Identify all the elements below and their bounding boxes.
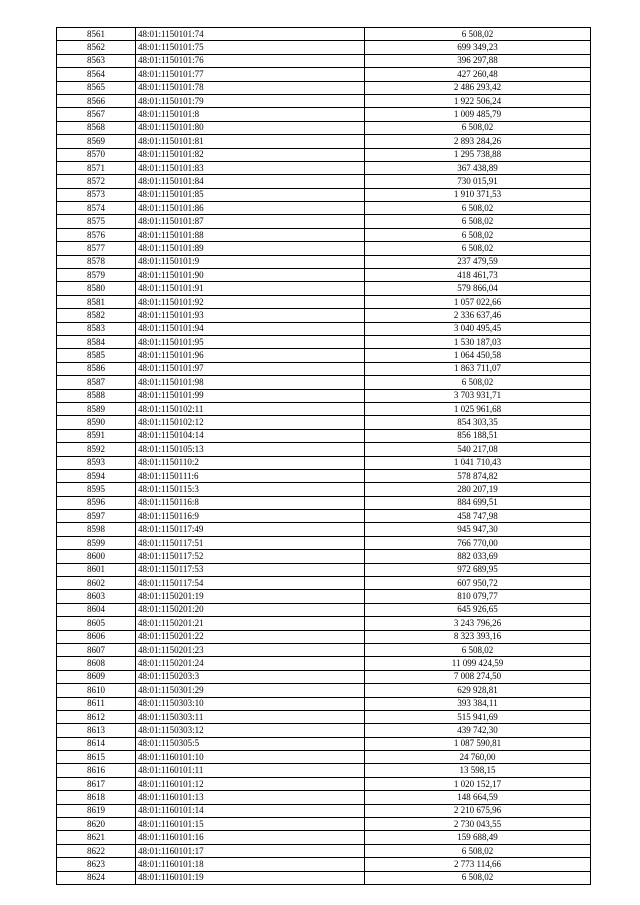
row-number-cell: 8566 (57, 94, 136, 107)
table-row (57, 710, 591, 723)
value-cell: 2 336 637,46 (365, 309, 591, 322)
row-number-cell: 8624 (57, 871, 136, 884)
table-row (57, 335, 591, 348)
row-number-cell: 8600 (57, 550, 136, 563)
table-row (57, 751, 591, 764)
cadastral-number-cell: 48:01:1150117:54 (136, 577, 365, 590)
row-number-cell: 8590 (57, 416, 136, 429)
table-row (57, 161, 591, 174)
table-row (57, 550, 591, 563)
row-number-cell: 8601 (57, 563, 136, 576)
table-row (57, 402, 591, 415)
table-row (57, 228, 591, 241)
cadastral-number-cell: 48:01:1150101:83 (136, 161, 365, 174)
row-number-cell: 8563 (57, 54, 136, 67)
value-cell: 1 009 485,79 (365, 108, 591, 121)
row-number-cell: 8620 (57, 818, 136, 831)
value-cell: 13 598,15 (365, 764, 591, 777)
row-number-cell: 8579 (57, 269, 136, 282)
row-number-cell: 8598 (57, 523, 136, 536)
cadastral-number-cell: 48:01:1160101:16 (136, 831, 365, 844)
cadastral-number-cell: 48:01:1160101:19 (136, 871, 365, 884)
cadastral-number-cell: 48:01:1150301:29 (136, 684, 365, 697)
row-number-cell: 8616 (57, 764, 136, 777)
value-cell: 6 508,02 (365, 215, 591, 228)
cadastral-number-cell: 48:01:1150117:49 (136, 523, 365, 536)
row-number-cell: 8596 (57, 496, 136, 509)
row-number-cell: 8612 (57, 710, 136, 723)
cadastral-number-cell: 48:01:1150101:92 (136, 295, 365, 308)
row-number-cell: 8586 (57, 362, 136, 375)
value-cell: 730 015,91 (365, 175, 591, 188)
value-cell: 6 508,02 (365, 28, 591, 41)
cadastral-number-cell: 48:01:1150101:91 (136, 282, 365, 295)
table-row (57, 603, 591, 616)
row-number-cell: 8608 (57, 657, 136, 670)
row-number-cell: 8589 (57, 402, 136, 415)
cadastral-number-cell: 48:01:1150101:96 (136, 349, 365, 362)
cadastral-number-cell: 48:01:1150101:74 (136, 28, 365, 41)
table-row (57, 844, 591, 857)
value-cell: 237 479,59 (365, 255, 591, 268)
table-row (57, 41, 591, 54)
cadastral-number-cell: 48:01:1150101:97 (136, 362, 365, 375)
row-number-cell: 8585 (57, 349, 136, 362)
table-row (57, 456, 591, 469)
table-row (57, 416, 591, 429)
value-cell: 945 947,30 (365, 523, 591, 536)
table-row (57, 94, 591, 107)
table-row (57, 697, 591, 710)
row-number-cell: 8581 (57, 295, 136, 308)
value-cell: 578 874,82 (365, 469, 591, 482)
row-number-cell: 8618 (57, 791, 136, 804)
table-row (57, 54, 591, 67)
cadastral-number-cell: 48:01:1150101:76 (136, 54, 365, 67)
cadastral-number-cell: 48:01:1150101:78 (136, 81, 365, 94)
cadastral-number-cell: 48:01:1150102:11 (136, 402, 365, 415)
cadastral-number-cell: 48:01:1150101:79 (136, 94, 365, 107)
table-row (57, 295, 591, 308)
value-cell: 2 773 114,66 (365, 858, 591, 871)
table-row (57, 108, 591, 121)
value-cell: 1 863 711,07 (365, 362, 591, 375)
cadastral-number-cell: 48:01:1150111:6 (136, 469, 365, 482)
value-cell: 766 770,00 (365, 536, 591, 549)
cadastral-number-cell: 48:01:1150101:88 (136, 228, 365, 241)
cadastral-number-cell: 48:01:1150101:93 (136, 309, 365, 322)
value-cell: 6 508,02 (365, 871, 591, 884)
value-cell: 6 508,02 (365, 202, 591, 215)
cadastral-number-cell: 48:01:1160101:15 (136, 818, 365, 831)
row-number-cell: 8562 (57, 41, 136, 54)
row-number-cell: 8584 (57, 335, 136, 348)
row-number-cell: 8572 (57, 175, 136, 188)
value-cell: 579 866,04 (365, 282, 591, 295)
value-cell: 1 064 450,58 (365, 349, 591, 362)
cadastral-number-cell: 48:01:1150102:12 (136, 416, 365, 429)
row-number-cell: 8592 (57, 443, 136, 456)
cadastral-number-cell: 48:01:1150101:84 (136, 175, 365, 188)
cadastral-number-cell: 48:01:1150105:13 (136, 443, 365, 456)
table-row (57, 81, 591, 94)
cadastral-number-cell: 48:01:1160101:17 (136, 844, 365, 857)
value-cell: 6 508,02 (365, 643, 591, 656)
row-number-cell: 8573 (57, 188, 136, 201)
table-row (57, 269, 591, 282)
row-number-cell: 8595 (57, 483, 136, 496)
value-cell: 6 508,02 (365, 844, 591, 857)
row-number-cell: 8611 (57, 697, 136, 710)
value-cell: 6 508,02 (365, 376, 591, 389)
row-number-cell: 8564 (57, 68, 136, 81)
cadastral-number-cell: 48:01:1150101:80 (136, 121, 365, 134)
cadastral-number-cell: 48:01:1150101:99 (136, 389, 365, 402)
value-cell: 6 508,02 (365, 228, 591, 241)
value-cell: 884 699,51 (365, 496, 591, 509)
row-number-cell: 8597 (57, 510, 136, 523)
row-number-cell: 8610 (57, 684, 136, 697)
table-row (57, 684, 591, 697)
table-row (57, 202, 591, 215)
value-cell: 540 217,08 (365, 443, 591, 456)
row-number-cell: 8561 (57, 28, 136, 41)
table-row (57, 282, 591, 295)
row-number-cell: 8575 (57, 215, 136, 228)
row-number-cell: 8591 (57, 429, 136, 442)
value-cell: 458 747,98 (365, 510, 591, 523)
value-cell: 427 260,48 (365, 68, 591, 81)
table-row (57, 643, 591, 656)
row-number-cell: 8578 (57, 255, 136, 268)
value-cell: 2 730 043,55 (365, 818, 591, 831)
table-row (57, 764, 591, 777)
row-number-cell: 8607 (57, 643, 136, 656)
table-row (57, 737, 591, 750)
table-row (57, 429, 591, 442)
row-number-cell: 8606 (57, 630, 136, 643)
cadastral-number-cell: 48:01:1150101:90 (136, 269, 365, 282)
row-number-cell: 8593 (57, 456, 136, 469)
row-number-cell: 8571 (57, 161, 136, 174)
table-row (57, 349, 591, 362)
cadastral-number-cell: 48:01:1160101:10 (136, 751, 365, 764)
row-number-cell: 8615 (57, 751, 136, 764)
row-number-cell: 8617 (57, 777, 136, 790)
cadastral-number-cell: 48:01:1150201:23 (136, 643, 365, 656)
cadastral-number-cell: 48:01:1150303:12 (136, 724, 365, 737)
value-cell: 854 303,35 (365, 416, 591, 429)
table-row (57, 670, 591, 683)
value-cell: 972 689,95 (365, 563, 591, 576)
value-cell: 3 040 495,45 (365, 322, 591, 335)
table-row (57, 804, 591, 817)
cadastral-number-cell: 48:01:1160101:13 (136, 791, 365, 804)
cadastral-number-cell: 48:01:1150115:3 (136, 483, 365, 496)
row-number-cell: 8580 (57, 282, 136, 295)
table-body (57, 28, 591, 885)
value-cell: 367 438,89 (365, 161, 591, 174)
value-cell: 280 207,19 (365, 483, 591, 496)
table-row (57, 242, 591, 255)
row-number-cell: 8577 (57, 242, 136, 255)
row-number-cell: 8605 (57, 617, 136, 630)
table-row (57, 617, 591, 630)
row-number-cell: 8587 (57, 376, 136, 389)
row-number-cell: 8604 (57, 603, 136, 616)
table-row (57, 577, 591, 590)
value-cell: 7 008 274,50 (365, 670, 591, 683)
table-row (57, 175, 591, 188)
value-cell: 148 664,59 (365, 791, 591, 804)
table-row (57, 791, 591, 804)
cadastral-number-cell: 48:01:1160101:12 (136, 777, 365, 790)
row-number-cell: 8583 (57, 322, 136, 335)
value-cell: 3 703 931,71 (365, 389, 591, 402)
table-row (57, 322, 591, 335)
value-cell: 1 041 710,43 (365, 456, 591, 469)
row-number-cell: 8602 (57, 577, 136, 590)
row-number-cell: 8570 (57, 148, 136, 161)
value-cell: 699 349,23 (365, 41, 591, 54)
cadastral-number-cell: 48:01:1150101:85 (136, 188, 365, 201)
table-row (57, 389, 591, 402)
value-cell: 8 323 393,16 (365, 630, 591, 643)
table-row (57, 362, 591, 375)
cadastral-number-cell: 48:01:1150201:20 (136, 603, 365, 616)
cadastral-number-cell: 48:01:1150101:75 (136, 41, 365, 54)
row-number-cell: 8565 (57, 81, 136, 94)
value-cell: 645 926,65 (365, 603, 591, 616)
cadastral-number-cell: 48:01:1150101:89 (136, 242, 365, 255)
cadastral-number-cell: 48:01:1150117:51 (136, 536, 365, 549)
value-cell: 393 384,11 (365, 697, 591, 710)
table-row (57, 777, 591, 790)
row-number-cell: 8582 (57, 309, 136, 322)
table-row (57, 831, 591, 844)
value-cell: 159 688,49 (365, 831, 591, 844)
table-row (57, 563, 591, 576)
row-number-cell: 8614 (57, 737, 136, 750)
value-cell: 810 079,77 (365, 590, 591, 603)
row-number-cell: 8622 (57, 844, 136, 857)
value-cell: 11 099 424,59 (365, 657, 591, 670)
cadastral-number-cell: 48:01:1150101:8 (136, 108, 365, 121)
cadastral-number-cell: 48:01:1150101:82 (136, 148, 365, 161)
value-cell: 2 486 293,42 (365, 81, 591, 94)
cadastral-number-cell: 48:01:1150201:21 (136, 617, 365, 630)
value-cell: 1 020 152,17 (365, 777, 591, 790)
table-row (57, 483, 591, 496)
table-row (57, 523, 591, 536)
value-cell: 396 297,88 (365, 54, 591, 67)
row-number-cell: 8613 (57, 724, 136, 737)
value-cell: 607 950,72 (365, 577, 591, 590)
value-cell: 629 928,81 (365, 684, 591, 697)
table-row (57, 724, 591, 737)
table-row (57, 255, 591, 268)
cadastral-number-cell: 48:01:1150101:9 (136, 255, 365, 268)
cadastral-number-cell: 48:01:1150203:3 (136, 670, 365, 683)
value-cell: 882 033,69 (365, 550, 591, 563)
table-row (57, 871, 591, 884)
table-row (57, 148, 591, 161)
row-number-cell: 8623 (57, 858, 136, 871)
table-row (57, 135, 591, 148)
row-number-cell: 8567 (57, 108, 136, 121)
table-row (57, 309, 591, 322)
value-cell: 418 461,73 (365, 269, 591, 282)
value-cell: 515 941,69 (365, 710, 591, 723)
row-number-cell: 8621 (57, 831, 136, 844)
row-number-cell: 8619 (57, 804, 136, 817)
table-row (57, 443, 591, 456)
cadastral-number-cell: 48:01:1160101:18 (136, 858, 365, 871)
row-number-cell: 8588 (57, 389, 136, 402)
cadastral-number-cell: 48:01:1150110:2 (136, 456, 365, 469)
value-cell: 1 910 371,53 (365, 188, 591, 201)
value-cell: 6 508,02 (365, 242, 591, 255)
cadastral-number-cell: 48:01:1150101:95 (136, 335, 365, 348)
cadastral-number-cell: 48:01:1150116:9 (136, 510, 365, 523)
value-cell: 1 057 022,66 (365, 295, 591, 308)
cadastral-number-cell: 48:01:1150303:11 (136, 710, 365, 723)
row-number-cell: 8594 (57, 469, 136, 482)
value-cell: 1 922 506,24 (365, 94, 591, 107)
cadastral-number-cell: 48:01:1150101:77 (136, 68, 365, 81)
cadastral-number-cell: 48:01:1150104:14 (136, 429, 365, 442)
row-number-cell: 8568 (57, 121, 136, 134)
table-row (57, 590, 591, 603)
value-cell: 3 243 796,26 (365, 617, 591, 630)
row-number-cell: 8574 (57, 202, 136, 215)
cadastral-number-cell: 48:01:1150201:24 (136, 657, 365, 670)
table-row (57, 536, 591, 549)
table-row (57, 376, 591, 389)
cadastral-number-cell: 48:01:1150117:53 (136, 563, 365, 576)
cadastral-value-table (56, 27, 591, 885)
cadastral-number-cell: 48:01:1150201:19 (136, 590, 365, 603)
table-row (57, 818, 591, 831)
table-row (57, 121, 591, 134)
value-cell: 24 760,00 (365, 751, 591, 764)
row-number-cell: 8609 (57, 670, 136, 683)
value-cell: 2 210 675,96 (365, 804, 591, 817)
cadastral-number-cell: 48:01:1150305:5 (136, 737, 365, 750)
document-page (56, 27, 591, 885)
value-cell: 1 087 590,81 (365, 737, 591, 750)
cadastral-number-cell: 48:01:1150101:86 (136, 202, 365, 215)
row-number-cell: 8569 (57, 135, 136, 148)
table-row (57, 188, 591, 201)
cadastral-number-cell: 48:01:1160101:14 (136, 804, 365, 817)
cadastral-number-cell: 48:01:1150101:87 (136, 215, 365, 228)
cadastral-number-cell: 48:01:1150117:52 (136, 550, 365, 563)
cadastral-number-cell: 48:01:1150101:98 (136, 376, 365, 389)
table-row (57, 469, 591, 482)
table-row (57, 68, 591, 81)
value-cell: 439 742,30 (365, 724, 591, 737)
row-number-cell: 8603 (57, 590, 136, 603)
value-cell: 2 893 284,26 (365, 135, 591, 148)
table-row (57, 28, 591, 41)
table-row (57, 496, 591, 509)
value-cell: 856 188,51 (365, 429, 591, 442)
value-cell: 1 295 738,88 (365, 148, 591, 161)
row-number-cell: 8599 (57, 536, 136, 549)
table-row (57, 657, 591, 670)
table-row (57, 510, 591, 523)
row-number-cell: 8576 (57, 228, 136, 241)
cadastral-number-cell: 48:01:1150116:8 (136, 496, 365, 509)
table-row (57, 858, 591, 871)
cadastral-number-cell: 48:01:1150101:81 (136, 135, 365, 148)
cadastral-number-cell: 48:01:1150303:10 (136, 697, 365, 710)
value-cell: 1 025 961,68 (365, 402, 591, 415)
cadastral-number-cell: 48:01:1150201:22 (136, 630, 365, 643)
value-cell: 1 530 187,03 (365, 335, 591, 348)
table-row (57, 630, 591, 643)
cadastral-number-cell: 48:01:1160101:11 (136, 764, 365, 777)
table-row (57, 215, 591, 228)
cadastral-number-cell: 48:01:1150101:94 (136, 322, 365, 335)
value-cell: 6 508,02 (365, 121, 591, 134)
